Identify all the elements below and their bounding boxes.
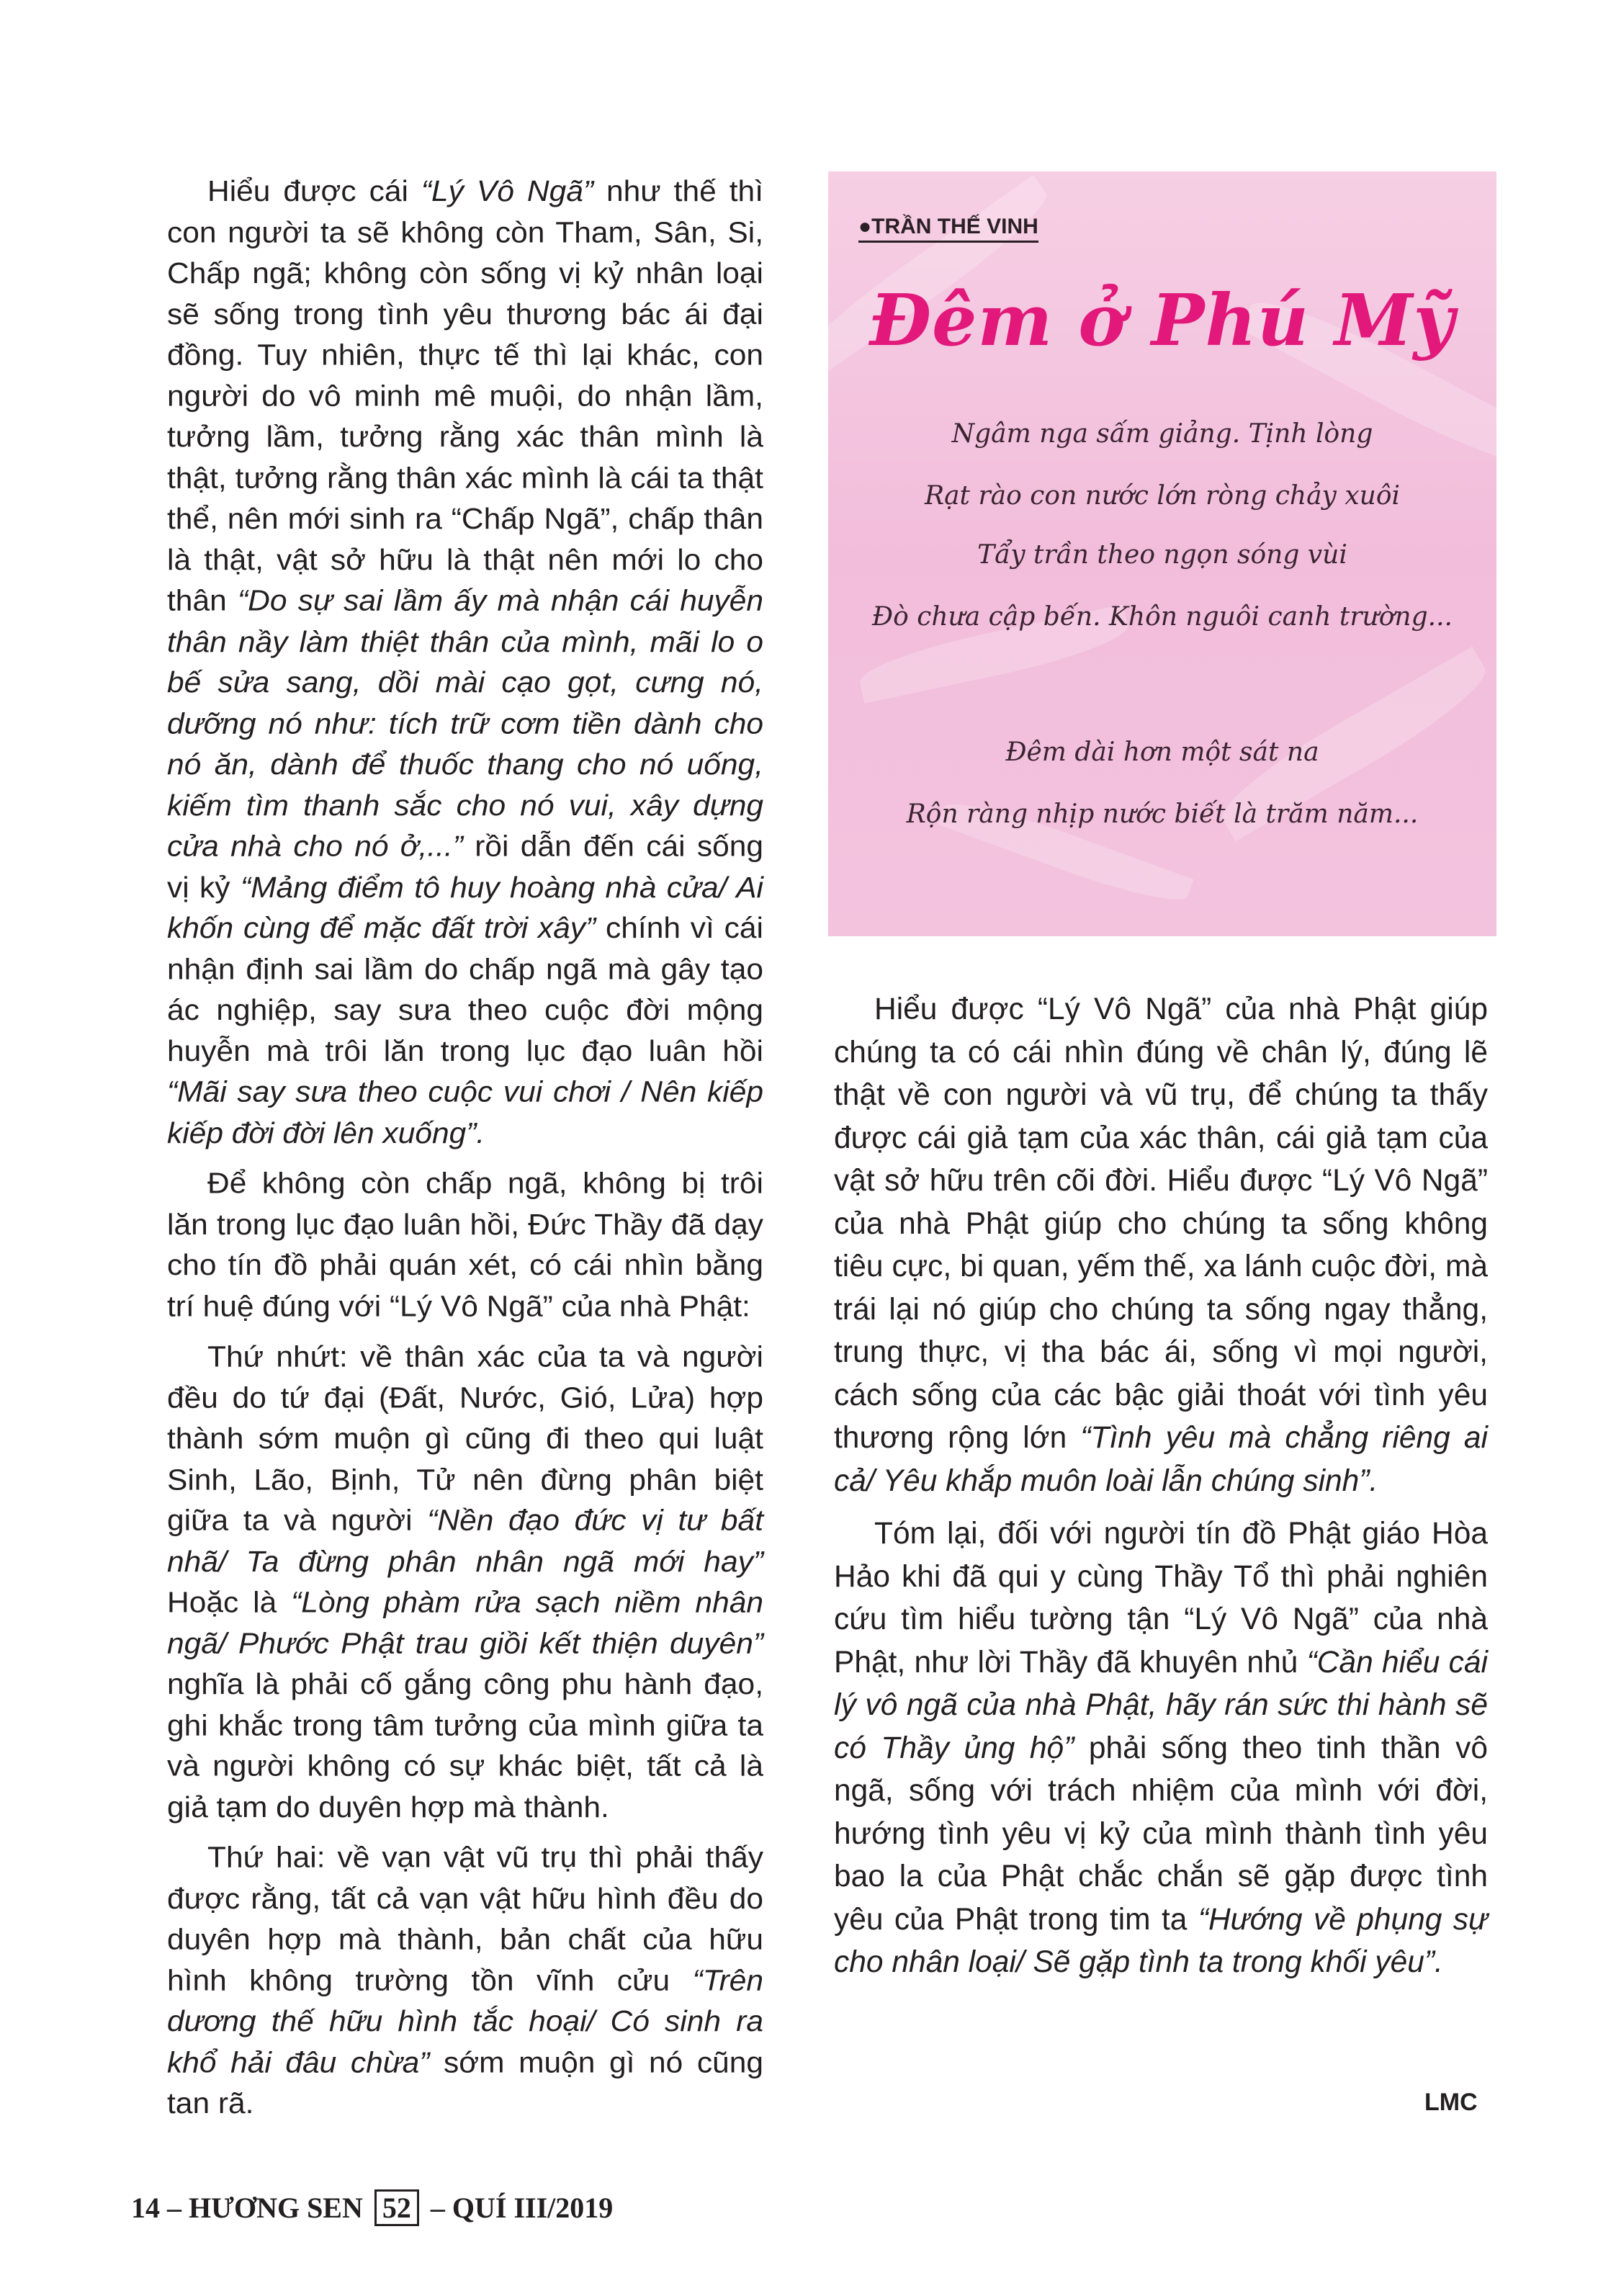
poem-line: Ngâm nga sấm giảng. Tịnh lòng (951, 419, 1373, 449)
paragraph: Để không còn chấp ngã, không bị trôi lăn trong lục đạo luân hồi, Đức Thầy đã dạy cho tín đồ phải quán xét, có cái nhìn bằng trí huệ đúng với “Lý Vô Ngã” của nhà Phật: (167, 1167, 763, 1323)
paragraph: Tóm lại, đối với người tín đồ Phật giáo Hòa Hảo khi đã qui y cùng Thầy Tổ thì phải nghiên cứu tìm hiểu tường tận “Lý Vô Ngã” của nhà Phật, như lời Thầy đã khuyên nhủ “Cần hiểu cái lý vô ngã của nhà Phật, hãy rán sức thi hành sẽ có Thầy ủng hộ” phải sống theo tinh thần vô ngã, sống với trách nhiệm của mình với đời, hướng tình yêu vị kỷ của mình thành tình yêu bao la của Phật chắc chắn sẽ gặp được tình yêu của Phật trong tim ta “Hướng về phụng sự cho nhân loại/ Sẽ gặp tình ta trong khối yêu”. (834, 1517, 1488, 1979)
issue-number: 52 (374, 2189, 419, 2226)
poem-author: ●TRẦN THẾ VINH (858, 215, 1038, 243)
poem-line: Rộn ràng nhịp nước biết là trăm năm... (906, 799, 1419, 829)
poem-line: Tẩy trần theo ngọn sóng vùi (977, 540, 1347, 570)
left-article-column (167, 171, 763, 2125)
page-footer (131, 2191, 613, 2225)
issue-period: QUÍ III/2019 (452, 2192, 614, 2224)
poem-box (828, 171, 1496, 936)
poem-title: Đêm ở Phú Mỹ (869, 279, 1455, 362)
poem-line: Rạt rào con nước lớn ròng chảy xuôi (924, 481, 1401, 511)
paragraph: Thứ nhứt: về thân xác của ta và người đều do tứ đại (Đất, Nước, Gió, Lửa) hợp thành sớm muộn gì cũng đi theo qui luật Sinh, Lão, Bịnh, Tử nên đừng phân biệt giữa ta và người “Nền đạo đức vị tư bất nhã/ Ta đừng phân nhân ngã mới hay” Hoặc là “Lòng phàm rửa sạch niềm nhân ngã/ Phước Phật trau giồi kết thiện duyên” nghĩa là phải cố gắng công phu hành đạo, ghi khắc trong tâm tưởng của mình giữa ta và người không có sự khác biệt, tất cả là giả tạm do duyên hợp mà thành. (167, 1340, 764, 1824)
poem-line: Đò chưa cập bến. Khôn nguôi canh trường... (872, 602, 1453, 632)
article-signature: LMC (1424, 2089, 1478, 2116)
right-article-column (834, 988, 1488, 1984)
magazine-name: HƯƠNG SEN (189, 2192, 363, 2224)
paragraph: Hiểu được “Lý Vô Ngã” của nhà Phật giúp chúng ta có cái nhìn đúng về chân lý, đúng lẽ thật về con người và vũ trụ, để chúng ta thấy được cái giả tạm của xác thân, cái giả tạm của vật sở hữu trên cõi đời. Hiểu được “Lý Vô Ngã” của nhà Phật giúp cho chúng ta sống không tiêu cực, bi quan, yếm thế, xa lánh cuộc đời, mà trái lại nó giúp cho chúng ta sống ngay thẳng, trung thực, vị tha bác ái, sống vì mọi người, cách sống của các bậc giải thoát với tình yêu thương rộng lớn “Tình yêu mà chẳng riêng ai cả/ Yêu khắp muôn loài lẫn chúng sinh”. (834, 992, 1488, 1498)
paragraph: Thứ hai: về vạn vật vũ trụ thì phải thấy được rằng, tất cả vạn vật hữu hình đều do duyên hợp mà thành, bản chất của hữu hình không trường tồn vĩnh cửu “Trên dương thế hữu hình tắc hoại/ Có sinh ra khổ hải đâu chừa” sớm muộn gì nó cũng tan rã. (167, 1842, 763, 2120)
footer-dash: – (430, 2192, 445, 2224)
footer-dash: – (167, 2192, 181, 2224)
page-number: 14 (131, 2192, 160, 2224)
poem-line: Đêm dài hơn một sát na (1005, 737, 1319, 767)
paragraph: Hiểu được cái “Lý Vô Ngã” như thế thì con người ta sẽ không còn Tham, Sân, Si, Chấp ngã; không còn sống vị kỷ nhân loại sẽ sống trong tình yêu thương bác ái đại đồng. Tuy nhiên, thực tế thì lại khác, con người do vô minh mê muội, do nhận lầm, tưởng lầm, tưởng rằng xác thân mình là thật, tưởng rằng thân xác mình là cái ta thật thể, nên mới sinh ra “Chấp Ngã”, chấp thân là thật, vật sở hữu là thật nên mới lo cho thân “Do sự sai lầm ấy mà nhận cái huyễn thân nầy làm thiệt thân của mình, mãi lo o bế sửa sang, dồi mài cạo gọt, cưng nó, dưỡng nó như: tích trữ cơm tiền dành cho nó ăn, dành để thuốc thang cho nó uống, kiếm tìm thanh sắc cho nó vui, xây dựng cửa nhà cho nó ở,...” rồi dẫn đến cái sống vị kỷ “Mảng điểm tô huy hoàng nhà cửa/ Ai khốn cùng để mặc đất trời xây” chính vì cái nhận định sai lầm do chấp ngã mà gây tạo ác nghiệp, say sưa theo cuộc đời mộng huyễn mà trôi lăn trong lục đạo luân hồi “Mãi say sưa theo cuộc vui chơi / Nên kiếp kiếp đời đời lên xuống”. (167, 175, 764, 1149)
